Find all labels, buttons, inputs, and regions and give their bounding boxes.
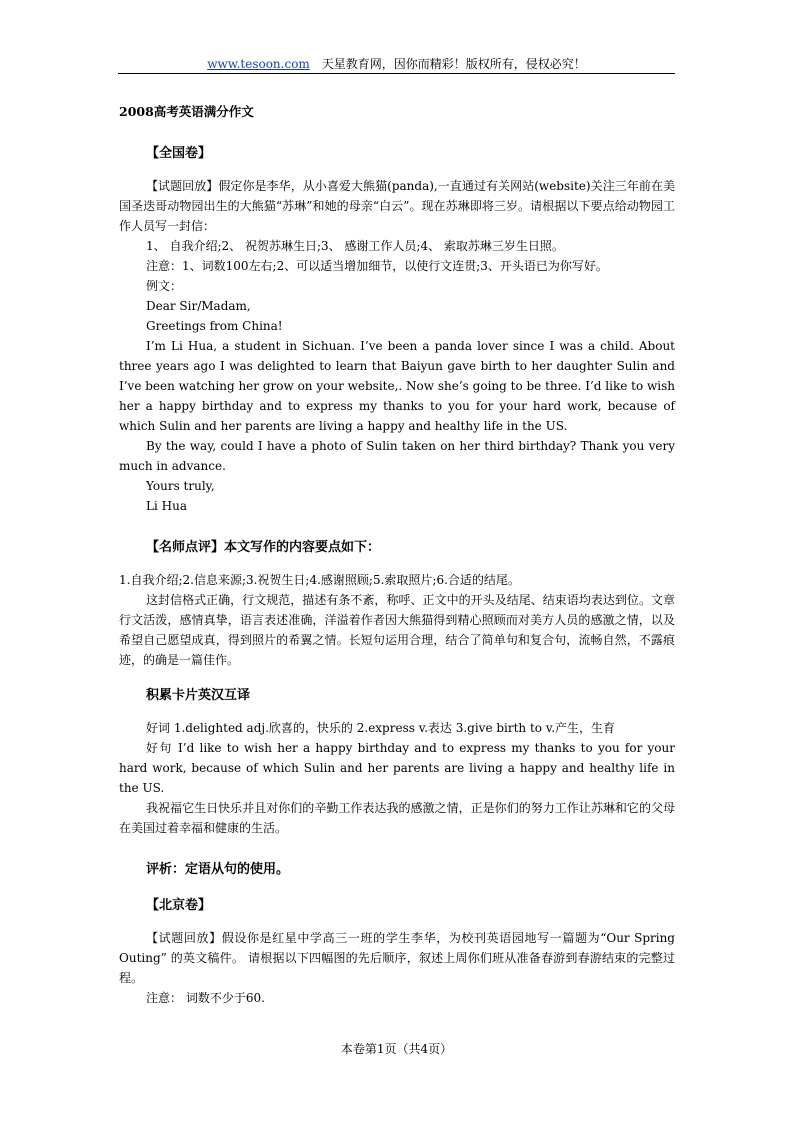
good-words: 好词 1.delighted adj.欣喜的，快乐的 2.express v.表达 3.give birth to v.产生，生育 [146, 721, 616, 735]
header-rule [118, 73, 675, 74]
beijing-note: 注意： 词数不少于60. [146, 991, 265, 1005]
national-prompt: 【试题回放】假定你是李华，从小喜爱大熊猫(panda),一直通过有关网站(website)关注三年前在美国圣迭哥动物园出生的大熊猫“苏琳”和她的母亲“白云”。现在苏琳即将三岁。请根据以下要点给动物园工作人员写一封信： [119, 179, 675, 233]
document-title: 2008高考英语满分作文 [119, 104, 254, 119]
analysis: 评析：定语从句的使用。 [146, 862, 290, 877]
letter-paragraph-2: By the way, could I have a photo of Sulin taken on her third birthday? Thank you very much in advance. [119, 439, 675, 473]
comment-points: 1.自我介绍;2.信息来源;3.祝贺生日;4.感谢照顾;5.索取照片;6.合适的结尾。 [119, 573, 520, 587]
website-link[interactable]: www.tesoon.com [207, 57, 310, 71]
document-body [119, 100, 675, 1008]
national-points: 1、 自我介绍;2、 祝贺苏琳生日;3、 感谢工作人员;4、 索取苏琳三岁生日照。 [146, 239, 564, 253]
section-heading-national: 【全国卷】 [146, 146, 212, 161]
good-sentence: 好句 I’d like to wish her a happy birthday and to express my thanks to you for your hard work, because of which Sulin and her parents are living a happy and healthy life in the US. [119, 741, 675, 795]
letter-closing: Yours truly, [146, 479, 215, 493]
page-header [118, 55, 675, 73]
letter-signature: Li Hua [146, 499, 187, 513]
translation: 我祝福它生日快乐并且对你们的辛勤工作表达我的感激之情，正是你们的努力工作让苏琳和它的父母在美国过着幸福和健康的生活。 [119, 801, 675, 835]
comment-heading: 【名师点评】本文写作的内容要点如下： [146, 540, 381, 555]
page-footer: 本卷第1页（共4页） [340, 1042, 453, 1056]
letter-greeting: Greetings from China! [146, 319, 283, 333]
section-heading-beijing: 【北京卷】 [146, 898, 212, 913]
letter-paragraph-1: I’m Li Hua, a student in Sichuan. I’ve been a panda lover since I was a child. About three years ago I was delighted to learn that Baiyun gave birth to her daughter Sulin and I’ve been watching her grow on your website,. Now she’s going to be three. I’d like to wish her a happy birthday and to express my thanks to you for your hard work, because of which Sulin and her parents are living a happy and healthy life in the US. [119, 339, 675, 433]
card-heading: 积累卡片英汉互译 [146, 688, 251, 703]
header-slogan: 天星教育网，因你而精彩！版权所有，侵权必究！ [321, 57, 586, 71]
letter-salutation: Dear Sir/Madam, [146, 299, 251, 313]
comment-body: 这封信格式正确，行文规范，描述有条不紊，称呼、正文中的开头及结尾、结束语均表达到位。文章行文活泼，感情真挚，语言表述准确，洋溢着作者因大熊猫得到精心照顾而对美方人员的感激之情，以及希望自己愿望成真，得到照片的希翼之情。长短句运用合理，结合了简单句和复合句，流畅自然，不露痕迹，的确是一篇佳作。 [119, 593, 675, 667]
national-note: 注意：1、词数100左右;2、可以适当增加细节，以使行文连贯;3、开头语已为你写好。 [146, 259, 608, 273]
beijing-prompt: 【试题回放】假设你是红星中学高三一班的学生李华，为校刊英语园地写一篇题为“Our Spring Outing” 的英文稿件。 请根据以下四幅图的先后顺序，叙述上周你们班从准备春游到春游结束的完整过程。 [119, 931, 675, 985]
example-label: 例文： [146, 279, 183, 293]
